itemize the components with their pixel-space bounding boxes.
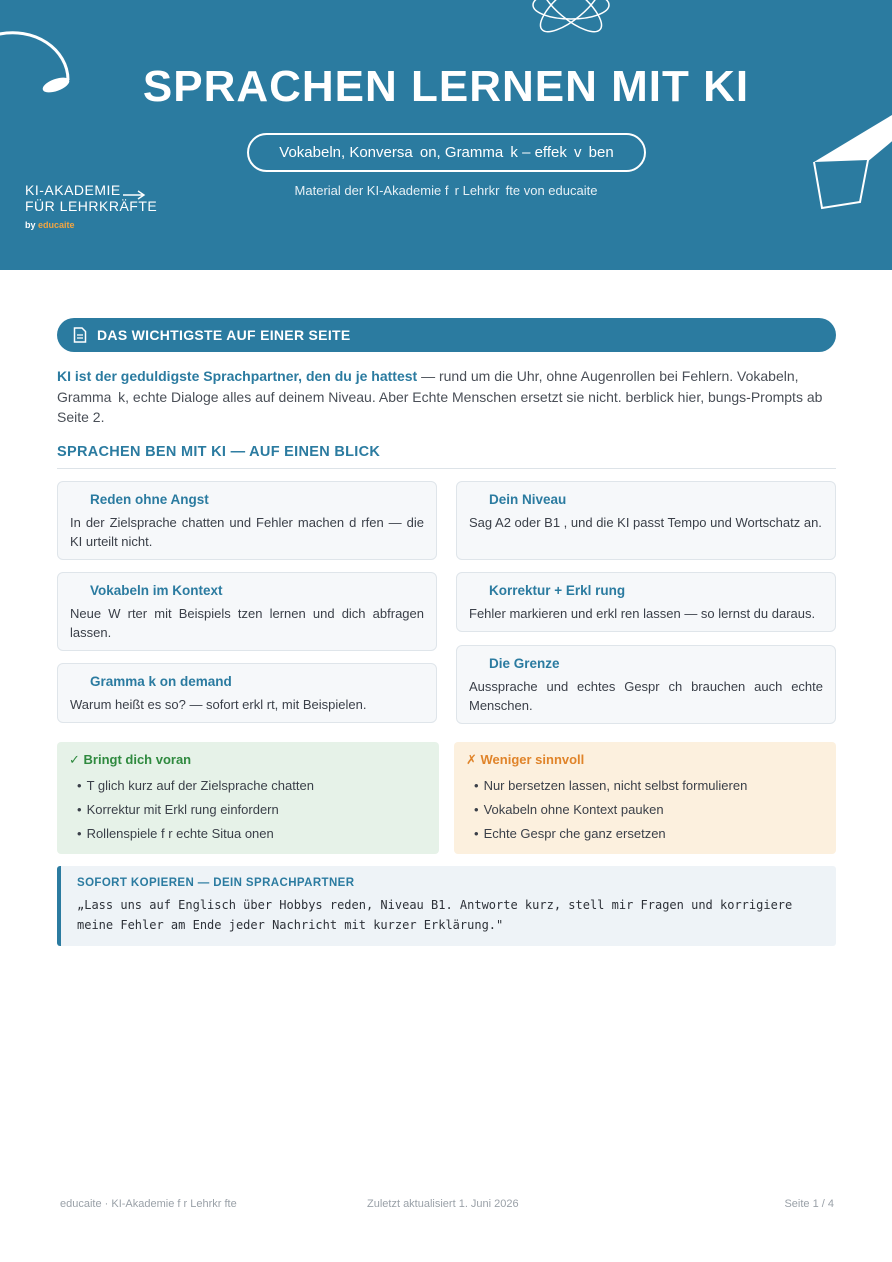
copy-prompt-box[interactable] (57, 866, 836, 946)
pros-box (57, 742, 439, 854)
document-icon (73, 327, 87, 343)
footer-updated: Zuletzt aktualisiert 1. Juni 2026 (367, 1198, 519, 1210)
section-title-bar (57, 318, 836, 352)
card-reden-ohne-angst (57, 481, 437, 560)
card-body: Sag A2 oder B1 , und die KI passt Tempo und Wortschatz an. (469, 515, 822, 530)
paper-plane-icon (808, 110, 892, 215)
prompt-title: SOFORT KOPIEREN — DEIN SPRACHPARTNER (77, 877, 355, 889)
card-body: Neue W rter mit Beispiels tzen lernen und dich abfragen lassen. (70, 606, 424, 640)
logo-line-2: FÜR LEHRKRÄFTE (25, 198, 158, 214)
logo-byline (25, 220, 157, 230)
cons-list (466, 774, 824, 846)
card-grammatik-on-demand (57, 663, 437, 723)
card-die-grenze (456, 645, 836, 724)
subtitle-pill: Vokabeln, Konversa on, Gramma k – effek v ben (247, 133, 646, 172)
list-item: • T glich kurz auf der Zielsprache chatten (69, 774, 427, 798)
card-body: In der Zielsprache chatten und Fehler machen d rfen — die KI urteilt nicht. (70, 515, 424, 549)
section-title: DAS WICHTIGSTE AUF EINER SEITE (97, 327, 351, 343)
intro-lead: KI ist der geduldigste Sprachpartner, den du je hattest (57, 368, 418, 384)
page-number: Seite 1 / 4 (784, 1198, 834, 1210)
card-title: Dein Niveau (489, 492, 567, 507)
list-item: • Echte Gespr che ganz ersetzen (466, 822, 824, 846)
page-title: SPRACHEN LERNEN MIT KI (142, 62, 750, 111)
card-title: Korrektur + Erkl rung (489, 583, 626, 598)
footer-left: educaite · KI-Akademie f r Lehrkr fte (60, 1198, 237, 1210)
cons-box (454, 742, 836, 854)
card-body: Aussprache und echtes Gespr ch brauchen auch echte Menschen. (469, 679, 823, 713)
logo-brand: educaite (38, 220, 75, 230)
card-dein-niveau (456, 481, 836, 560)
academy-logo (25, 182, 157, 230)
list-item: • Nur bersetzen lassen, nicht selbst formulieren (466, 774, 824, 798)
arrow-right-icon (123, 190, 147, 200)
list-item: • Korrektur mit Erkl rung einfordern (69, 798, 427, 822)
pros-list (69, 774, 427, 846)
logo-line-1: KI-AKADEMIE (25, 182, 121, 198)
list-item: • Rollenspiele f r echte Situa onen (69, 822, 427, 846)
prompt-text[interactable]: „Lass uns auf Englisch über Hobbys reden, Niveau B1. Antworte kurz, stell mir Fragen und korrigiere meine Fehler am Ende jeder Nachricht mit kurzer Erklärung." (77, 898, 793, 932)
pros-title: ✓ Bringt dich voran (69, 752, 192, 767)
overview-heading: SPRACHEN BEN MIT KI — AUF EINEN BLICK (57, 444, 836, 469)
card-title: Die Grenze (489, 656, 560, 671)
card-title: Reden ohne Angst (90, 492, 209, 507)
intro-paragraph (57, 366, 836, 428)
card-body: Warum heißt es so? — sofort erkl rt, mit Beispielen. (70, 697, 367, 712)
page-header (0, 0, 892, 270)
atom-icon (526, 0, 616, 40)
card-vokabeln-im-kontext (57, 572, 437, 651)
list-item: • Vokabeln ohne Kontext pauken (466, 798, 824, 822)
cons-title: ✗ Weniger sinnvoll (466, 752, 585, 767)
logo-by: by (25, 220, 36, 230)
material-caption: Material der KI-Akademie f r Lehrkr fte von educaite (294, 183, 598, 198)
card-korrektur-erklaerung (456, 572, 836, 632)
card-body: Fehler markieren und erkl ren lassen — so lernst du daraus. (469, 606, 816, 621)
intro-text: — rund um die Uhr, ohne Augenrollen bei Fehlern. Vokabeln, Gramma k, echte Dialoge alles auf deinem Niveau. Aber Echte Menschen ersetzt sie nicht. berblick hier, bungs-Prompts ab Seite 2. (57, 368, 823, 425)
card-title: Gramma k on demand (90, 674, 232, 689)
card-title: Vokabeln im Kontext (90, 583, 223, 598)
